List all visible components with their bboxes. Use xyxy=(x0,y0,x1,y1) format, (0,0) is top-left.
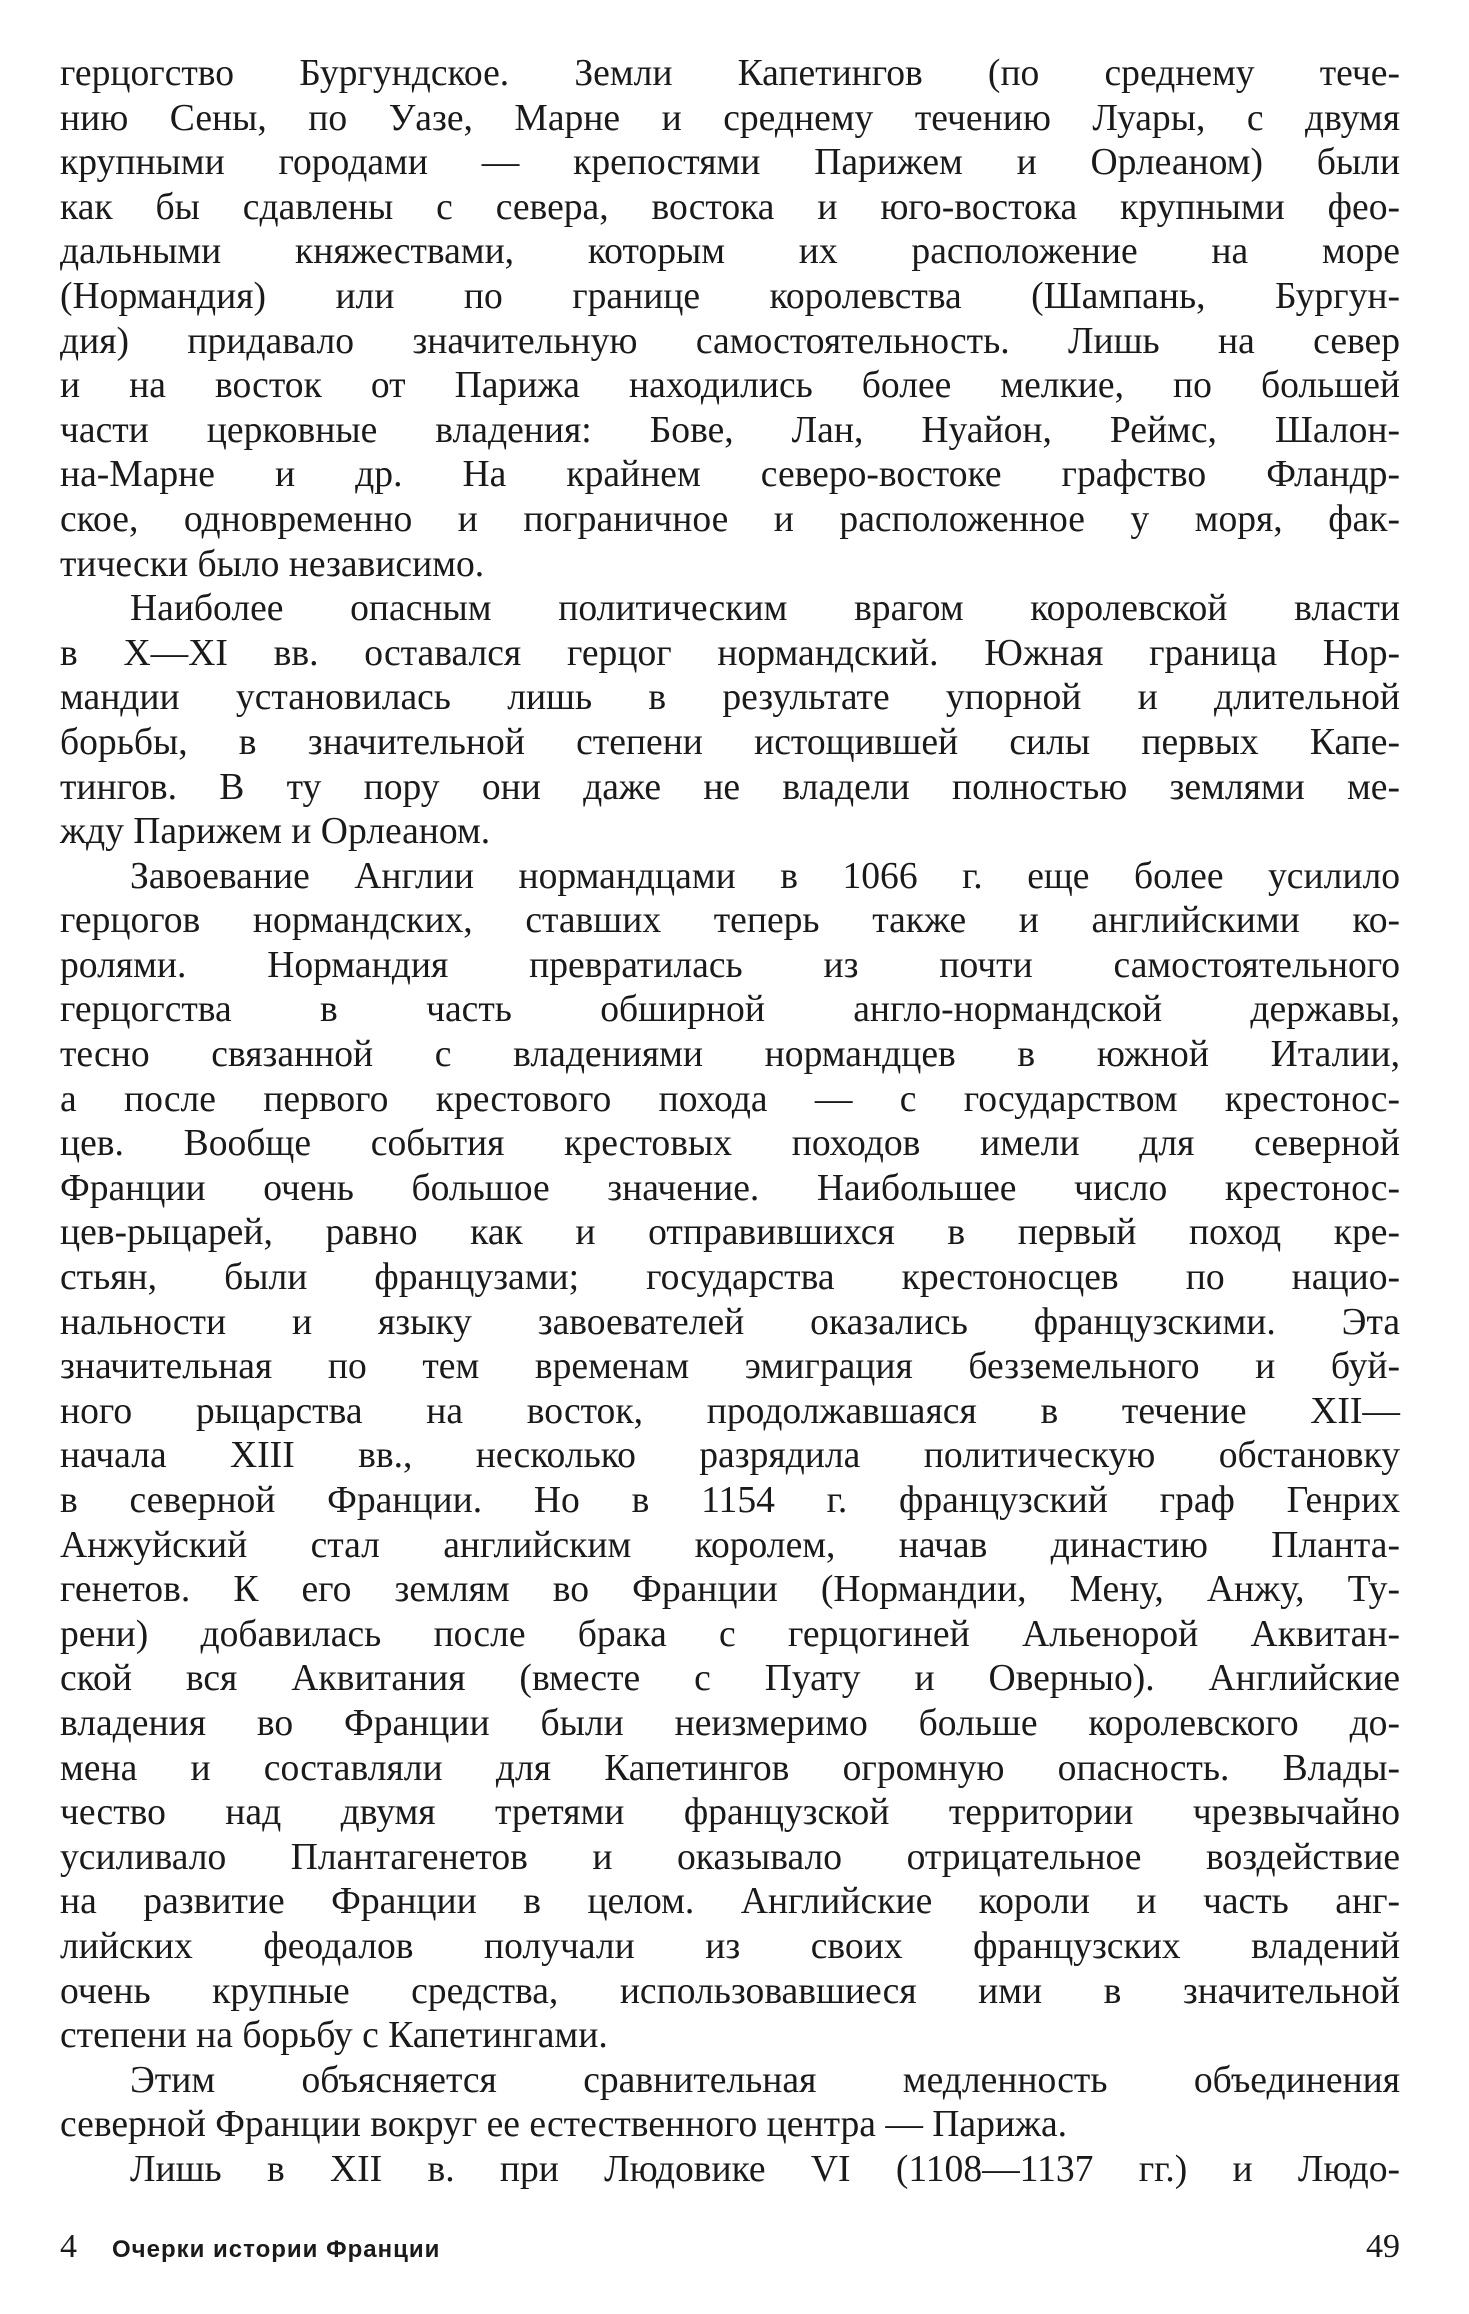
text-line: рени) добавилась после брака с герцогиней Альенорой Аквитан- xyxy=(60,1613,1400,1655)
page-footer xyxy=(60,2228,1400,2278)
text-line: Наиболее опасным политическим врагом королевской власти xyxy=(130,588,1400,630)
text-line: мандии установилась лишь в результате упорной и длительной xyxy=(60,677,1400,719)
paragraph-1 xyxy=(60,52,1400,587)
text-line: цев-рыцарей, равно как и отправившихся в первый поход кре- xyxy=(60,1212,1400,1254)
text-line: Анжуйский стал английским королем, начав династию Планта- xyxy=(60,1524,1400,1566)
text-line: лийских феодалов получали из своих французских владений xyxy=(60,1925,1400,1967)
text-line: части церковные владения: Бове, Лан, Нуайон, Реймс, Шалон- xyxy=(60,409,1400,451)
text-line: дия) придавало значительную самостоятельность. Лишь на север xyxy=(60,320,1400,362)
text-line: ного рыцарства на восток, продолжавшаяся в течение XII— xyxy=(60,1390,1400,1432)
running-title: Очерки истории Франции xyxy=(112,2236,441,2263)
text-line: степени на борьбу с Капетингами. xyxy=(60,2015,608,2057)
text-line: дальными княжествами, которым их расположение на море xyxy=(60,231,1400,273)
text-line: борьбы, в значительной степени истощившей силы первых Капе- xyxy=(60,721,1400,763)
text-line: жду Парижем и Орлеаном. xyxy=(60,811,491,853)
text-line: тингов. В ту пору они даже не владели полностью землями ме- xyxy=(60,766,1400,808)
text-line: тесно связанной с владениями нормандцев в южной Италии, xyxy=(60,1034,1400,1076)
text-line: крупными городами — крепостями Парижем и Орлеаном) были xyxy=(60,142,1400,184)
text-line: герцогов нормандских, ставших теперь также и английскими ко- xyxy=(60,900,1400,942)
page-body xyxy=(60,52,1400,2193)
text-line: начала XIII вв., несколько разрядила политическую обстановку xyxy=(60,1435,1400,1477)
text-line: усиливало Плантагенетов и оказывало отрицательное воздействие xyxy=(60,1836,1400,1878)
text-line: как бы сдавлены с севера, востока и юго-востока крупными фео- xyxy=(60,186,1400,228)
text-line: ской вся Аквитания (вместе с Пуату и Оверныо). Английские xyxy=(60,1658,1400,1700)
text-line: и на восток от Парижа находились более мелкие, по большей xyxy=(60,365,1400,407)
text-line: чество над двумя третями французской территории чрезвычайно xyxy=(60,1792,1400,1834)
text-line: Франции очень большое значение. Наибольшее число крестонос- xyxy=(60,1167,1400,1209)
text-line: очень крупные средства, использовавшиеся ими в значительной xyxy=(60,1970,1400,2012)
text-line: герцогства в часть обширной англо-нормандской державы, xyxy=(60,989,1400,1031)
page-number: 49 xyxy=(1366,2228,1400,2265)
text-line: ролями. Нормандия превратилась из почти самостоятельного xyxy=(60,944,1400,986)
text-line: ское, одновременно и пограничное и расположенное у моря, фак- xyxy=(60,498,1400,540)
text-line: северной Франции вокруг ее естественного центра — Парижа. xyxy=(60,2104,1068,2146)
paragraph-2 xyxy=(60,587,1400,855)
text-line: Завоевание Англии нормандцами в 1066 г. еще более усилило xyxy=(130,855,1400,897)
text-line: нальности и языку завоевателей оказались французскими. Эта xyxy=(60,1301,1400,1343)
text-line: в северной Франции. Но в 1154 г. французский граф Генрих xyxy=(60,1480,1400,1521)
text-line: (Нормандия) или по границе королевства (Шампань, Бургун- xyxy=(60,275,1400,317)
text-line: Этим объясняется сравнительная медленность объединения xyxy=(130,2059,1400,2101)
paragraph-3 xyxy=(60,855,1400,2059)
text-line: на-Марне и др. На крайнем северо-востоке графство Фландр- xyxy=(60,454,1400,496)
text-line: нию Сены, по Уазе, Марне и среднему течению Луары, с двумя xyxy=(60,97,1400,139)
text-line: владения во Франции были неизмеримо больше королевского до- xyxy=(60,1702,1400,1744)
text-line: генетов. К его землям во Франции (Нормандии, Мену, Анжу, Ту- xyxy=(60,1569,1400,1611)
text-line: в X—XI вв. оставался герцог нормандский. Южная граница Нор- xyxy=(60,632,1400,674)
text-line: стьян, были французами; государства крестоносцев по нацио- xyxy=(60,1257,1400,1299)
text-line: значительная по тем временам эмиграция безземельного и буй- xyxy=(60,1346,1400,1388)
text-line: тически было независимо. xyxy=(60,543,485,585)
text-line: цев. Вообще события крестовых походов имели для северной xyxy=(60,1123,1400,1165)
text-line: Лишь в XII в. при Людовике VI (1108—1137 гг.) и Людо- xyxy=(130,2148,1400,2190)
text-line: герцогство Бургундское. Земли Капетингов (по среднему тече- xyxy=(60,53,1400,94)
paragraph-4 xyxy=(60,2059,1400,2148)
text-line: на развитие Франции в целом. Английские короли и часть анг- xyxy=(60,1881,1400,1923)
text-line: а после первого крестового похода — с государством крестонос- xyxy=(60,1078,1400,1120)
text-line: мена и составляли для Капетингов огромную опасность. Влады- xyxy=(60,1747,1400,1789)
paragraph-5 xyxy=(60,2148,1400,2193)
signature-number: 4 xyxy=(60,2228,77,2265)
